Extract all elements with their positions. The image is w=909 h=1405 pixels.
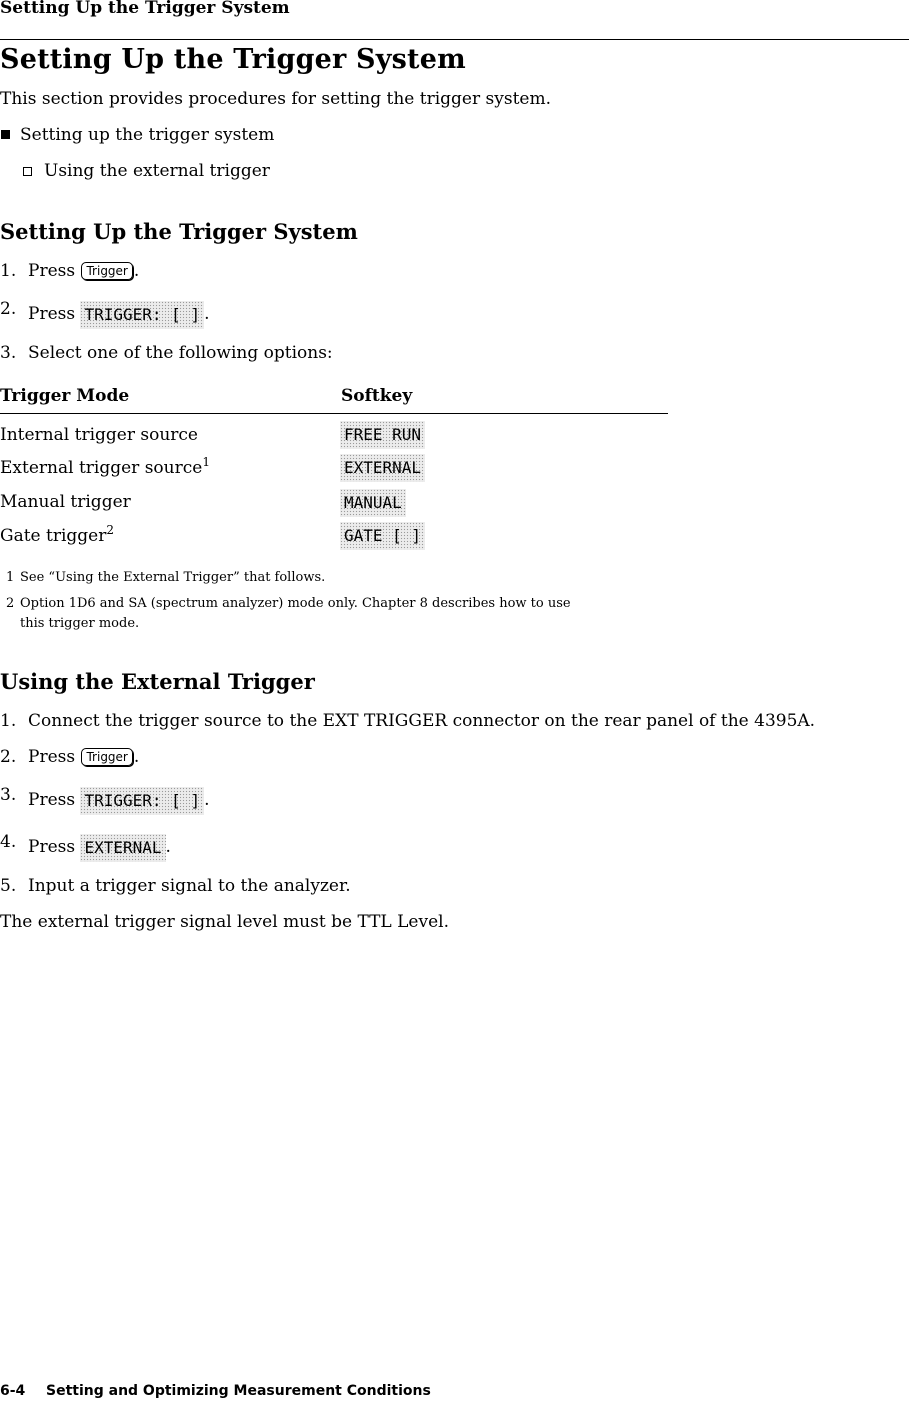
step-punct: .	[133, 261, 140, 281]
mode-label: Manual trigger	[0, 492, 131, 512]
table-header-rule	[0, 413, 668, 414]
table-row-softkey	[340, 489, 406, 517]
toc-item-1	[1, 125, 274, 145]
external-softkey[interactable]: EXTERNAL	[80, 834, 165, 862]
page-number: 6-4	[0, 1383, 26, 1399]
step-punct: .	[204, 790, 210, 810]
footnote-2	[6, 596, 571, 611]
footnote-number: 1	[6, 570, 15, 585]
manual-softkey[interactable]: MANUAL	[340, 489, 406, 517]
setup-step-2	[0, 299, 209, 329]
table-header-mode: Trigger Mode	[0, 386, 130, 406]
table-header-softkey: Softkey	[341, 386, 413, 406]
page-footer	[0, 1383, 431, 1399]
step-text: Press	[28, 261, 76, 281]
toc-item-2-label: Using the external trigger	[44, 161, 270, 181]
setup-step-3	[0, 343, 333, 363]
table-row-softkey	[340, 421, 425, 449]
step-punct: .	[133, 747, 140, 767]
mode-label: Internal trigger source	[0, 425, 198, 445]
step-punct: .	[204, 304, 210, 324]
trigger-hardkey[interactable]: Trigger	[81, 262, 132, 280]
footnote-2-continued: this trigger mode.	[20, 616, 140, 631]
footnote-ref: 2	[106, 523, 114, 537]
step-number: 2.	[0, 299, 17, 319]
external-step-3	[0, 785, 209, 815]
step-number: 3.	[0, 785, 17, 805]
table-row-mode	[0, 492, 131, 512]
filled-square-bullet-icon	[1, 130, 10, 139]
trigger-hardkey[interactable]: Trigger	[81, 748, 132, 766]
table-row-mode	[0, 425, 198, 445]
setup-step-1	[0, 261, 139, 281]
step-number: 2.	[0, 747, 17, 767]
section-heading-setup: Setting Up the Trigger System	[0, 219, 358, 244]
step-text: Press	[28, 747, 76, 767]
table-row-mode	[0, 455, 210, 478]
step-number: 5.	[0, 876, 17, 896]
external-softkey[interactable]: EXTERNAL	[340, 454, 425, 482]
external-step-2	[0, 747, 139, 767]
intro-text: This section provides procedures for setting the trigger system.	[0, 89, 551, 109]
mode-label: Gate trigger	[0, 526, 107, 546]
step-text: Input a trigger signal to the analyzer.	[28, 876, 351, 896]
step-text: Select one of the following options:	[28, 343, 333, 363]
open-square-bullet-icon	[23, 167, 32, 176]
trigger-softkey[interactable]: TRIGGER: [ ]	[80, 787, 204, 815]
step-punct: .	[165, 837, 171, 857]
external-step-4	[0, 832, 171, 862]
external-note: The external trigger signal level must be TTL Level.	[0, 912, 449, 932]
external-step-1	[0, 711, 815, 731]
toc-item-2	[23, 161, 270, 181]
footnote-text: Option 1D6 and SA (spectrum analyzer) mode only. Chapter 8 describes how to use	[20, 596, 571, 611]
step-number: 1.	[0, 711, 17, 731]
free-run-softkey[interactable]: FREE RUN	[340, 421, 425, 449]
page-title: Setting Up the Trigger System	[0, 44, 466, 75]
step-number: 4.	[0, 832, 17, 852]
footnote-text: See “Using the External Trigger” that follows.	[20, 570, 326, 585]
step-text: Connect the trigger source to the EXT TRIGGER connector on the rear panel of the 4395A.	[28, 711, 816, 731]
footnote-number: 2	[6, 596, 15, 611]
footnote-ref: 1	[202, 455, 210, 469]
section-heading-external: Using the External Trigger	[0, 669, 315, 694]
step-text: Press	[28, 790, 76, 810]
external-step-5	[0, 876, 351, 896]
table-row-mode	[0, 523, 114, 546]
running-head: Setting Up the Trigger System	[0, 0, 290, 18]
footnote-1	[6, 570, 325, 585]
mode-label: External trigger source	[0, 458, 203, 478]
table-row-softkey	[340, 522, 425, 550]
header-rule	[0, 39, 909, 40]
gate-softkey[interactable]: GATE [ ]	[340, 522, 425, 550]
chapter-title: Setting and Optimizing Measurement Conditions	[46, 1383, 431, 1399]
step-number: 3.	[0, 343, 17, 363]
step-text: Press	[28, 837, 76, 857]
trigger-softkey[interactable]: TRIGGER: [ ]	[80, 301, 204, 329]
toc-item-1-label: Setting up the trigger system	[20, 125, 275, 145]
table-row-softkey	[340, 454, 425, 482]
step-text: Press	[28, 304, 76, 324]
step-number: 1.	[0, 261, 17, 281]
